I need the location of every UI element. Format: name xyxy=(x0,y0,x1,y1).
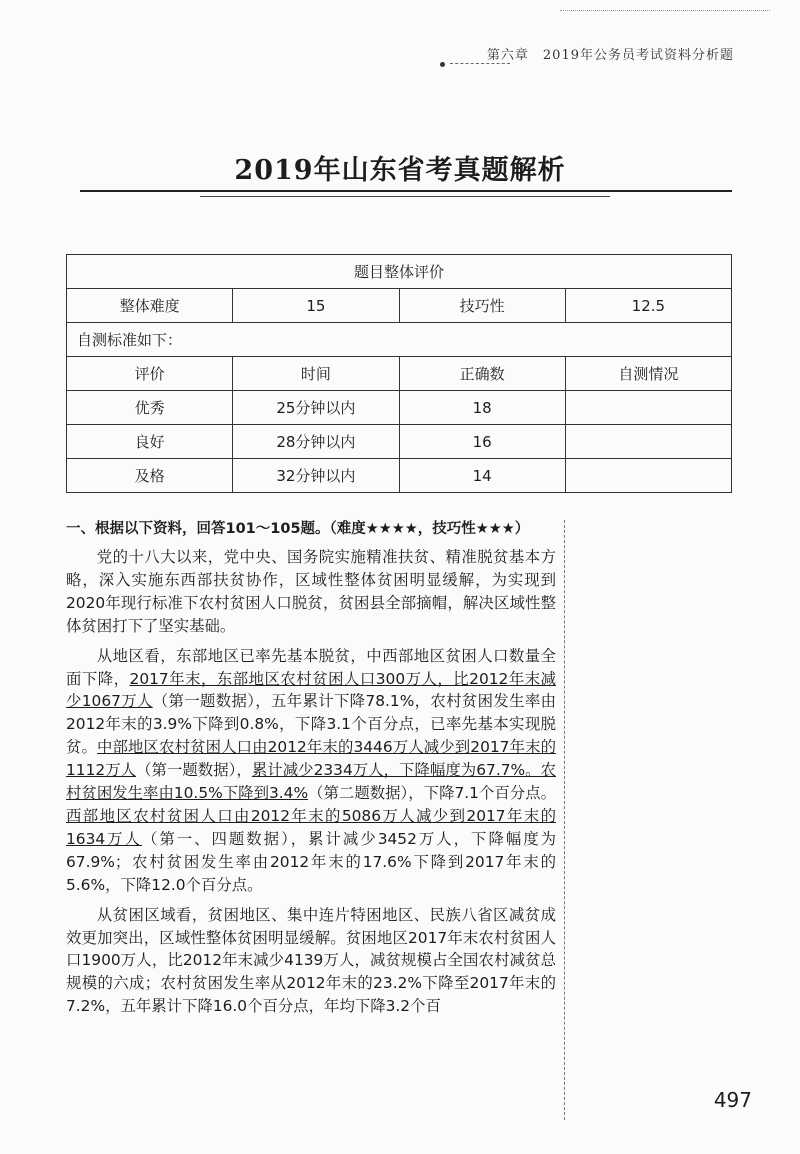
bullet-icon xyxy=(440,62,445,67)
top-dotted-rule xyxy=(560,10,770,11)
table-row xyxy=(67,391,732,425)
underlined-data: 西部地区农村贫困人口由2012年末的5086万人减少到2017年末的1634万人 xyxy=(66,806,556,848)
grade-cell: 优秀 xyxy=(67,391,233,425)
page-number: 497 xyxy=(713,1088,752,1112)
correct-cell: 18 xyxy=(399,391,565,425)
passage xyxy=(66,546,556,1025)
grade-cell: 良好 xyxy=(67,425,233,459)
title-rule xyxy=(80,190,732,192)
table-heading: 题目整体评价 xyxy=(67,255,732,289)
correct-cell: 14 xyxy=(399,459,565,493)
time-cell: 32分钟以内 xyxy=(233,459,399,493)
column-header: 自测情况 xyxy=(565,357,731,391)
paragraph-2 xyxy=(66,645,556,897)
text-run: （第一题数据），五年累计下降78.1%，农村贫困发生率由2012年末的3.9%下降到0.8%，下降3.1个百分点，已率先基本实现脱贫。 xyxy=(66,692,556,757)
underlined-data: 2017年末，东部地区农村贫困人口300万人，比2012年末减少1067万人 xyxy=(66,669,556,711)
self-check-cell xyxy=(565,391,731,425)
paragraph-1: 党的十八大以来，党中央、国务院实施精准扶贫、精准脱贫基本方略，深入实施东西部扶贫协作，区域性整体贫困明显缓解，为实现到2020年现行标准下农村贫困人口脱贫，贫困县全部摘帽，解决区域性整体贫困打下了坚实基础。 xyxy=(66,548,556,635)
grade-cell: 及格 xyxy=(67,459,233,493)
title-rule-thin xyxy=(200,196,610,197)
column-header-row xyxy=(67,357,732,391)
underlined-data: 中部地区农村贫困人口由2012年末的3446万人减少到2017年末的1112万人 xyxy=(66,738,556,780)
difficulty-row xyxy=(67,289,732,323)
column-header: 正确数 xyxy=(399,357,565,391)
self-check-cell xyxy=(565,459,731,493)
text-run: （第一、四题数据），累计减少3452万人，下降幅度为67.9%；农村贫困发生率由2012年末的17.6%下降到2017年末的5.6%，下降12.0个百分点。 xyxy=(66,829,557,894)
section-heading: 一、根据以下资料，回答101～105题。（难度★★★★，技巧性★★★） xyxy=(66,521,530,537)
text-run: （第一题数据）， xyxy=(136,761,252,780)
difficulty-value: 15 xyxy=(233,289,399,323)
table-heading-row xyxy=(67,255,732,289)
skill-label: 技巧性 xyxy=(399,289,565,323)
running-header xyxy=(440,44,734,63)
difficulty-label: 整体难度 xyxy=(67,289,233,323)
running-title: 第六章 2019年公务员考试资料分析题 xyxy=(486,48,734,63)
skill-value: 12.5 xyxy=(565,289,731,323)
leader-dashes xyxy=(450,63,510,64)
page-title: 2019年山东省考真题解析 xyxy=(234,155,566,186)
standard-row xyxy=(67,323,732,357)
table-row xyxy=(67,425,732,459)
margin-dashed-line xyxy=(564,520,565,1120)
text-run: 从地区看，东部地区已率先基本脱贫，中西部地区贫困人口数量全面下降， xyxy=(66,646,556,688)
table-row xyxy=(67,459,732,493)
time-cell: 25分钟以内 xyxy=(233,391,399,425)
correct-cell: 16 xyxy=(399,425,565,459)
text-run: （第二题数据），下降7.1个百分点。 xyxy=(308,784,556,803)
paragraph-3: 从贫困区域看，贫困地区、集中连片特困地区、民族八省区减贫成效更加突出，区域性整体贫困明显缓解。贫困地区2017年末农村贫困人口1900万人，比2012年末减少4139万人，减贫规模占全国农村减贫总规模的六成；农村贫困发生率从2012年末的23.2%下降至2017年末的7.2%，五年累计下降16.0个百分点，年均下降3.2个百 xyxy=(66,905,556,1016)
standard-label: 自测标准如下： xyxy=(67,323,732,357)
column-header: 评价 xyxy=(67,357,233,391)
time-cell: 28分钟以内 xyxy=(233,425,399,459)
self-check-cell xyxy=(565,425,731,459)
underlined-data: 累计减少2334万人，下降幅度为67.7%。农村贫困发生率由10.5%下降到3.4% xyxy=(66,761,556,803)
evaluation-table xyxy=(66,254,732,493)
column-header: 时间 xyxy=(233,357,399,391)
